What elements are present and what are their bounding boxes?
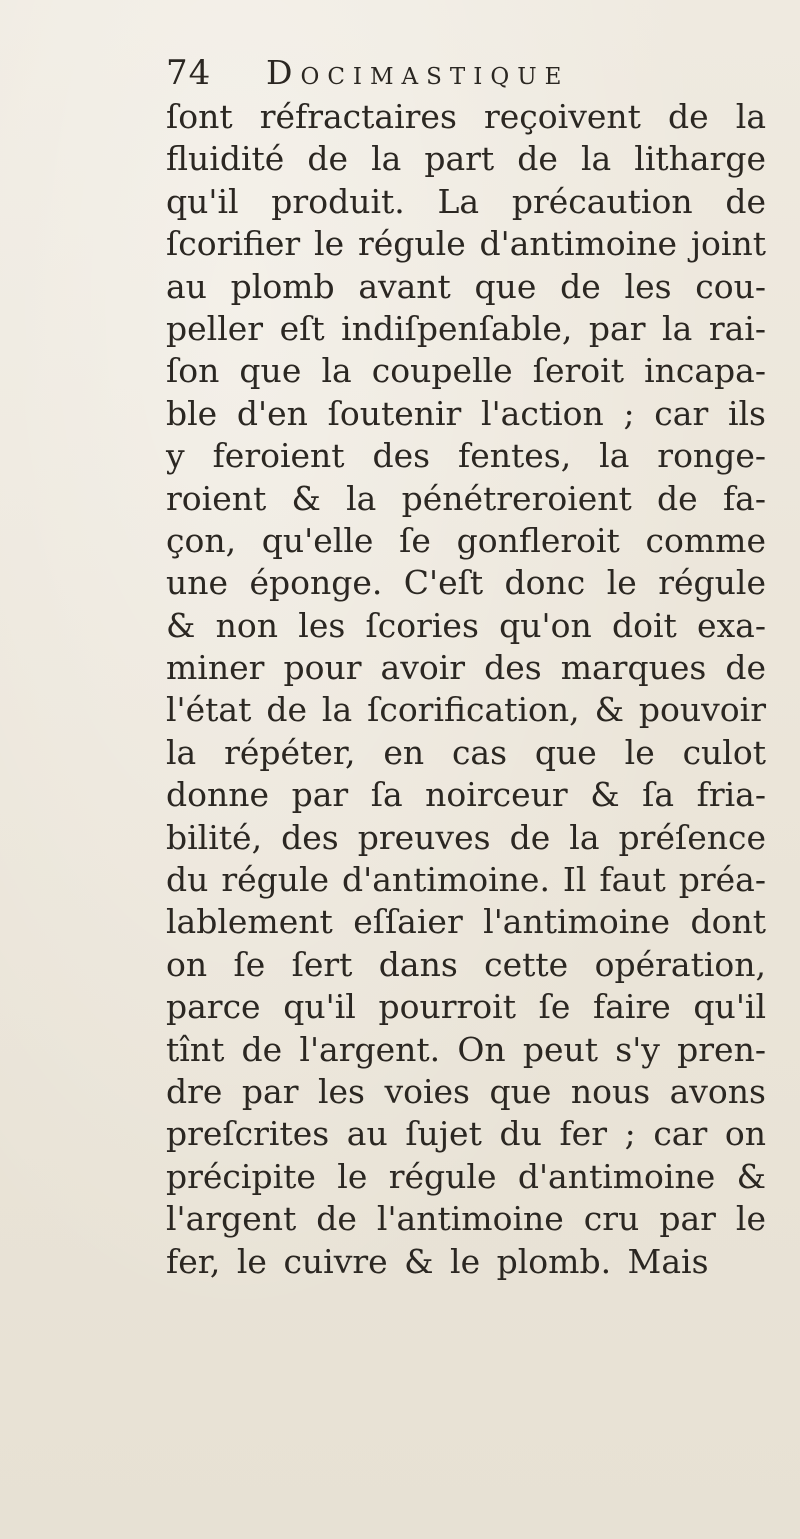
text-line: ble d'en ſoutenir l'action ; car ils [166,393,766,433]
text-line: ſcorifier le régule d'antimoine joint [166,224,766,264]
text-line: ſon que la coupelle ſeroit incapa- [166,351,766,391]
text-line: miner pour avoir des marques de [166,648,766,688]
text-line: une éponge. C'eſt donc le régule [166,563,766,603]
text-line: la répéter, en cas que le culot [166,732,766,772]
body-text [166,96,766,1283]
text-line: preſcrites au ſujet du fer ; car on [166,1114,766,1154]
text-line: peller eſt indiſpenſable, par la rai- [166,308,766,348]
text-line: donne par ſa noirceur & ſa fria- [166,775,766,815]
text-line: çon, qu'elle ſe gonfleroit comme [166,520,766,560]
running-title: Docimastique [266,53,570,92]
text-line: fer, le cuivre & le plomb. Mais [166,1241,709,1281]
text-line: au plomb avant que de les cou- [166,266,766,306]
text-line: précipite le régule d'antimoine & [166,1156,766,1196]
text-line: fluidité de la part de la litharge [166,139,766,179]
text-line: l'argent de l'antimoine cru par le [166,1199,766,1239]
text-line: lablement eſſaier l'antimoine dont [166,902,766,942]
text-line: parce qu'il pourroit ſe faire qu'il [166,987,766,1027]
text-line: & non les ſcories qu'on doit exa- [166,605,766,645]
text-line: qu'il produit. La précaution de [166,181,766,221]
text-line: ſont réfractaires reçoivent de la [166,97,766,136]
text-line: bilité, des preuves de la préſence [166,817,766,857]
text-line: tînt de l'argent. On peut s'y pren- [166,1029,766,1069]
text-line: l'état de la ſcorification, & pouvoir [166,690,766,730]
text-line: dre par les voies que nous avons [166,1071,766,1111]
page-header [166,52,766,94]
text-line: y feroient des fentes, la ronge- [166,436,766,476]
text-line: du régule d'antimoine. Il faut préa- [166,860,766,900]
text-line: on ſe ſert dans cette opération, [166,944,766,984]
text-line: roient & la pénétreroient de fa- [166,478,766,518]
page-number: 74 [166,53,212,93]
